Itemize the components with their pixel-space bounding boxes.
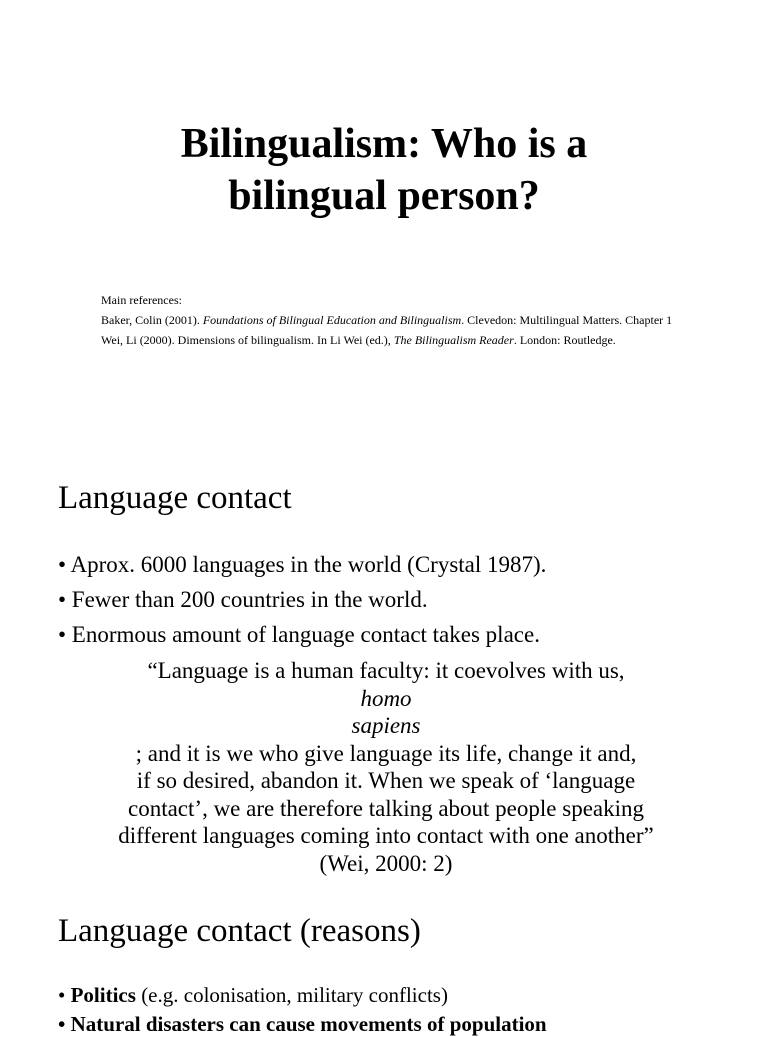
reference-wei-text: Wei, Li (2000). Dimensions of bilingualism. In Li Wei (ed.), [101, 333, 394, 347]
reference-baker-title: Foundations of Bilingual Education and Bilingualism [202, 313, 462, 327]
references [101, 292, 701, 352]
reference-wei-publisher: . London: Routledge. [513, 333, 616, 347]
reference-wei [101, 332, 701, 348]
page-title [0, 118, 768, 222]
bullet-item: • Enormous amount of language contact takes place. [58, 622, 540, 647]
quote-italic: homo [360, 685, 412, 711]
quote-line: if so desired, abandon it. When we speak of ‘language [136, 768, 636, 793]
section-heading-language-contact: Language contact [58, 480, 292, 516]
section-heading-language-contact-reasons: Language contact (reasons) [58, 913, 421, 949]
reference-baker-text: Baker, Colin (2001). [101, 313, 203, 327]
quote-line: contact’, we are therefore talking about people speaking [128, 795, 644, 821]
bullet-item [58, 978, 738, 1013]
quote-italic: sapiens [351, 713, 421, 738]
bullet-item-partial: • Natural disasters can cause movements of population [58, 1012, 547, 1036]
quote-text: “Language is a human faculty: it coevolves with us, [147, 658, 625, 683]
quote-citation: (Wei, 2000: 2) [319, 850, 453, 876]
references-heading: Main references: [101, 293, 182, 307]
bullet-bold: Politics [70, 983, 136, 1007]
bullet-text: (e.g. colonisation, military conflicts) [135, 983, 448, 1007]
quote-line [58, 657, 714, 712]
wei-quote [58, 657, 714, 877]
bullet-item: • Aprox. 6000 languages in the world (Crystal 1987). [58, 552, 547, 577]
reference-baker-publisher: . Clevedon: Multilingual Matters. Chapter 1 [461, 313, 673, 327]
quote-line: different languages coming into contact with one another” [118, 823, 654, 848]
quote-text: ; and it is we who give language its life, change it and, [135, 740, 637, 766]
reference-wei-title: The Bilingualism Reader [393, 333, 514, 347]
bullet-marker: • [58, 983, 71, 1007]
reasons-bullets [58, 978, 738, 1013]
title-line-1: Bilingualism: Who is a [180, 121, 588, 167]
quote-line [58, 712, 714, 767]
bullet-item: • Fewer than 200 countries in the world. [58, 587, 428, 612]
reference-baker [101, 312, 701, 328]
language-contact-bullets [58, 547, 738, 652]
title-line-2: bilingual person? [228, 173, 540, 219]
